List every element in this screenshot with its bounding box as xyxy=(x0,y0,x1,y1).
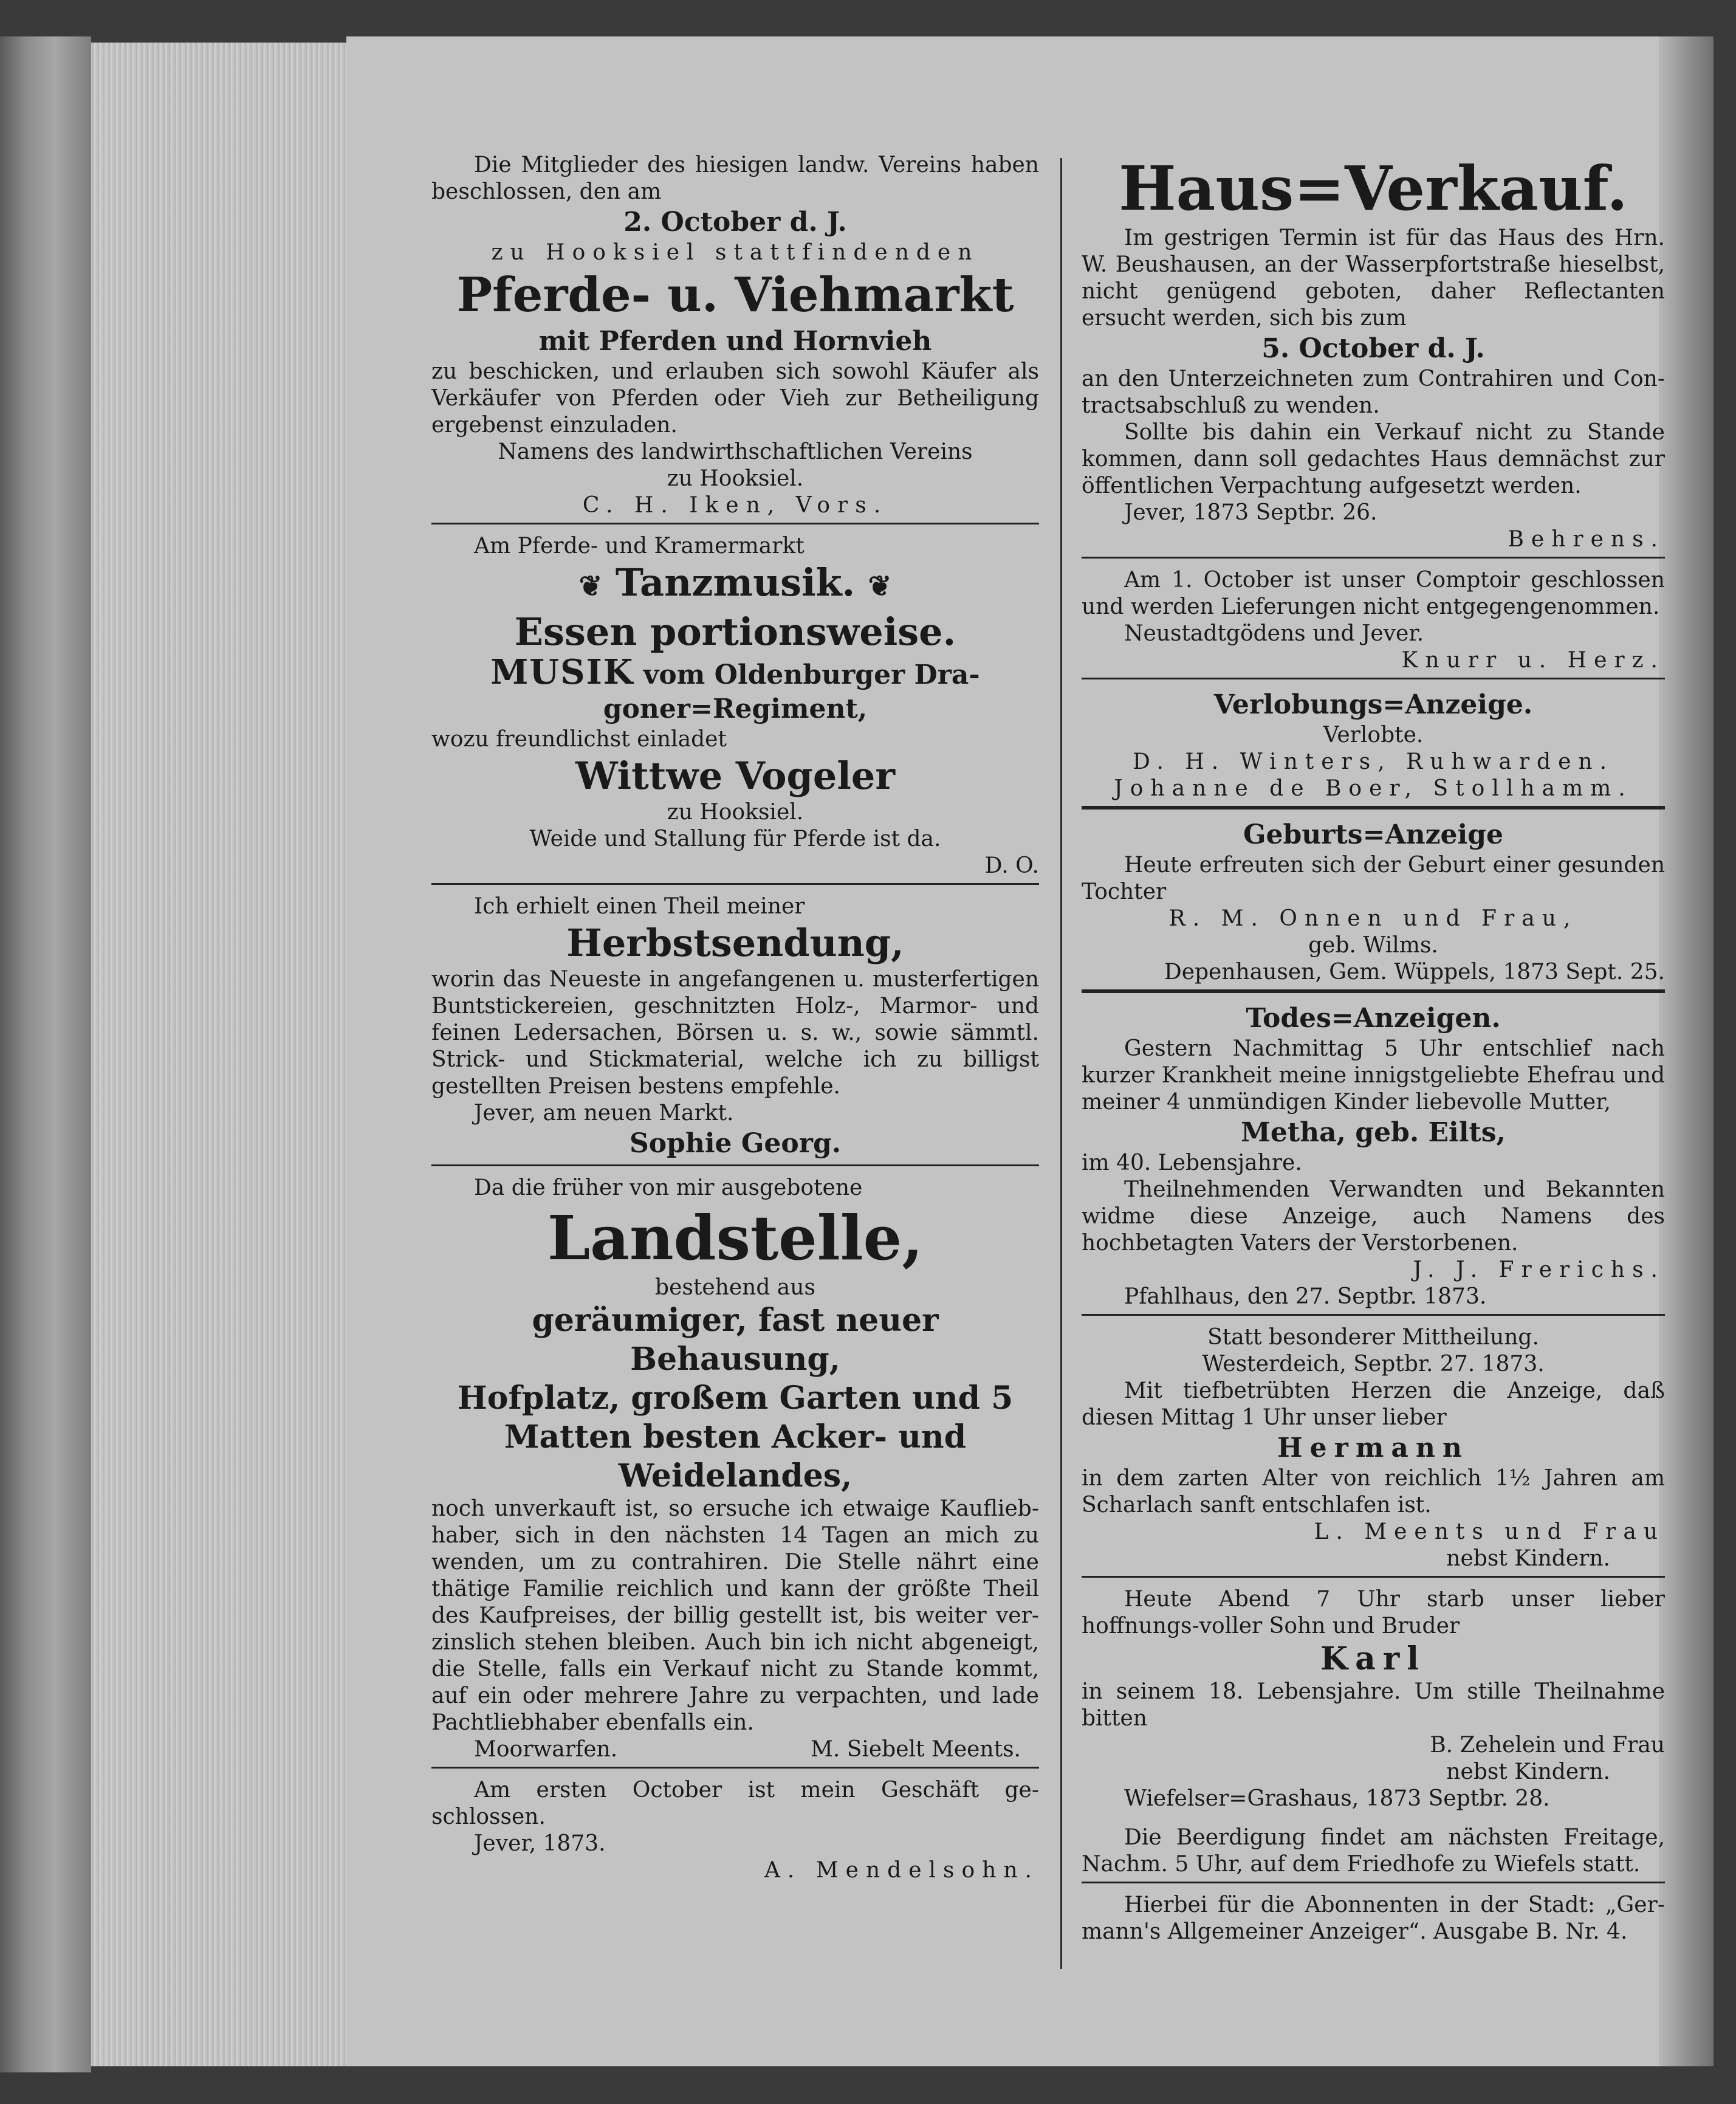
ad-text: Theilnehmenden Verwandten und Bekannten widme diese Anzeige, auch Namens des hochbetagten Vaters der Verstorbenen. xyxy=(1082,1177,1665,1256)
ad-headline: Verlobungs=Anzeige. xyxy=(1213,689,1533,720)
ad-text: an den Unterzeichneten zum Contrahiren und Con-tractsabschluß zu wenden. xyxy=(1082,366,1665,418)
book-gutter xyxy=(1659,36,1714,2066)
ad-signature: M. Siebelt Meents. xyxy=(810,1737,1021,1762)
ad-text: Am ersten October ist mein Geschäft ge-schlossen. xyxy=(431,1778,1039,1829)
ad-signature: L. Meents und Frau xyxy=(1314,1519,1665,1544)
ad-signature: nebst Kindern. xyxy=(1446,1759,1610,1784)
ad-text: Sollte bis dahin ein Verkauf nicht zu Stande kommen, dann soll gedachtes Haus demnächst zur öffentlichen Verpachtung aufgesetzt werden. xyxy=(1082,420,1665,498)
ad-name: Hermann xyxy=(1277,1432,1469,1463)
ad-signature: Behrens. xyxy=(1508,527,1665,552)
ornament-icon: ❦ xyxy=(578,569,603,602)
ad-text: Statt besonderer Mittheilung. xyxy=(1207,1325,1539,1350)
ad-headline: Haus=Verkauf. xyxy=(1119,153,1628,224)
ad-text: Heute Abend 7 Uhr starb unser lieber hoffnungs-voller Sohn und Bruder xyxy=(1082,1587,1665,1638)
ad-name: Wittwe Vogeler xyxy=(575,754,895,798)
ad-place: Wiefelser=Grashaus, 1873 Septbr. 28. xyxy=(1124,1786,1550,1811)
page-stack xyxy=(91,43,346,2066)
ad-headline: Essen portionsweise. xyxy=(514,610,956,654)
ad-place: Pfahlhaus, den 27. Septbr. 1873. xyxy=(1124,1284,1487,1309)
ad-text: Die Mitglieder des hiesigen landw. Vereins haben beschlossen, den am xyxy=(431,153,1039,204)
ad-signature: B. Zehelein und Frau xyxy=(1430,1733,1665,1758)
right-column xyxy=(1082,152,1665,1958)
ad-text: Da die früher von mir ausgebotene xyxy=(474,1175,863,1200)
ad-place: Westerdeich, Septbr. 27. 1873. xyxy=(1202,1352,1545,1377)
ad-text: Mit tiefbetrübten Herzen die Anzeige, daß diesen Mittag 1 Uhr unser lieber xyxy=(1082,1378,1665,1430)
ad-text: im 40. Lebensjahre. xyxy=(1082,1150,1302,1175)
ad-todes-2 xyxy=(1082,1324,1665,1578)
ad-subheadline: Weidelandes, xyxy=(618,1457,853,1494)
ad-text: Ich erhielt einen Theil meiner xyxy=(474,894,805,919)
ad-place: Depenhausen, Gem. Wüppels, 1873 Sept. 25. xyxy=(1164,960,1665,985)
ad-subheadline: geräumiger, fast neuer Behausung, xyxy=(532,1302,939,1378)
ad-text: Gestern Nachmittag 5 Uhr entschlief nach kurzer Krankheit meine innigstgeliebte Ehefrau und meiner 4 unmündigen Kinder liebevolle Mutter, xyxy=(1082,1036,1665,1115)
ad-headline: Herbstsendung, xyxy=(566,921,904,965)
ad-place: Jever, 1873. xyxy=(474,1831,606,1856)
ad-text: worin das Neueste in angefangenen u. musterfertigen Buntstickereien, geschnitzten Holz-, Marmor- und feinen Ledersachen, Börsen u. s. w., sowie sämmtl. Strick- und Stickmaterial, welche ich zu billigst gestellten Preisen bestens empfehle. xyxy=(431,967,1039,1099)
ad-herbstsendung xyxy=(431,893,1039,1166)
ad-signature: geb. Wilms. xyxy=(1308,933,1438,958)
ad-date: 5. October d. J. xyxy=(1261,333,1485,364)
ad-subheadline: mit Pferden und Hornvieh xyxy=(538,326,932,357)
ad-place: Jever, 1873 Septbr. 26. xyxy=(1124,500,1377,525)
ad-text: Johanne de Boer, Stollhamm. xyxy=(1114,776,1633,801)
ad-text: Hierbei für die Abonnenten in der Stadt: „Ger-mann's Allgemeiner Anzeiger“. Ausgabe B. Nr. 4. xyxy=(1082,1893,1665,1944)
ad-signature: A. Mendelsohn. xyxy=(764,1858,1039,1883)
ad-signature: C. H. Iken, Vors. xyxy=(582,493,888,518)
ad-text: Heute erfreuten sich der Geburt einer gesunden Tochter xyxy=(1082,853,1665,904)
ad-musik: MUSIK xyxy=(490,652,634,692)
ad-text: bestehend aus xyxy=(655,1275,815,1300)
ad-signature: zu Hooksiel. xyxy=(667,466,804,491)
ad-signature: Sophie Georg. xyxy=(629,1128,842,1159)
ad-tanzmusik xyxy=(431,533,1039,885)
ad-name: Metha, geb. Eilts, xyxy=(1241,1117,1506,1148)
ad-text: zu Hooksiel stattfindenden xyxy=(491,240,980,265)
ad-todes-1 xyxy=(1082,1002,1665,1316)
book-fore-edge xyxy=(0,36,91,2072)
ad-name: Karl xyxy=(1320,1640,1427,1677)
ad-text: zu beschicken, und erlauben sich sowohl Käufer als Verkäufer von Pferden oder Vieh zur Betheiligung ergebenst einzuladen. xyxy=(431,359,1039,438)
ad-headline: Pferde- u. Viehmarkt xyxy=(456,267,1014,323)
ad-headline: Landstelle, xyxy=(547,1202,924,1274)
ad-text: noch unverkauft ist, so ersuche ich etwaige Kauflieb-haber, sich in den nächsten 14 Tagen an mich zu wenden, um zu contrahiren. Die Stelle nährt eine thätige Familie reichlich und kann der größte Theil des Kaufpreises, der billig gestellt ist, bis weiter ver-zinslich stehen bleiben. Auch bin ich nicht abgeneigt, die Stelle, falls ein Verkauf nicht zu Stande kommt, auf ein oder mehrere Jahre zu verpachten, und lade Pachtliebhaber ebenfalls ein. xyxy=(431,1496,1039,1735)
ad-text: wozu freundlichst einladet xyxy=(431,727,727,752)
ad-geburt xyxy=(1082,818,1665,993)
ad-text: zu Hooksiel. xyxy=(667,800,804,825)
ad-text: in seinem 18. Lebensjahre. Um stille Theilnahme bitten xyxy=(1082,1679,1665,1731)
ornament-icon: ❦ xyxy=(868,569,892,602)
ad-verlobung xyxy=(1082,688,1665,810)
ad-viehmarkt xyxy=(431,152,1039,524)
ad-text: vom Oldenburger Dra- xyxy=(643,659,980,690)
newspaper-page xyxy=(346,36,1714,2066)
ad-signature: J. J. Frerichs. xyxy=(1413,1257,1665,1282)
ad-text: Verlobte. xyxy=(1323,723,1424,748)
ad-signature: nebst Kindern. xyxy=(1446,1546,1610,1571)
ad-beilage xyxy=(1082,1892,1665,1949)
ad-headline: Todes=Anzeigen. xyxy=(1246,1003,1501,1034)
ad-text: D. H. Winters, Ruhwarden. xyxy=(1132,749,1614,774)
ad-landstelle xyxy=(431,1175,1039,1769)
ad-text: in dem zarten Alter von reichlich 1½ Jahren am Scharlach sanft entschlafen ist. xyxy=(1082,1466,1665,1518)
ad-place: Neustadtgödens und Jever. xyxy=(1124,621,1424,646)
ad-subheadline: Matten besten Acker- und xyxy=(504,1418,967,1456)
ad-haus-verkauf xyxy=(1082,152,1665,559)
ad-subheadline: Hofplatz, großem Garten und 5 xyxy=(457,1380,1014,1417)
ad-place: Moorwarfen. xyxy=(474,1737,618,1762)
ad-text: Im gestrigen Termin ist für das Haus des Hrn. W. Beushausen, an der Wasserpfortstraße hieselbst, nicht genügend geboten, daher Reflectanten ersucht werden, sich bis zum xyxy=(1082,225,1665,331)
ad-comptoir xyxy=(1082,567,1665,679)
ad-signature: Namens des landwirthschaftlichen Vereins xyxy=(498,439,973,464)
ad-headline: Tanzmusik. xyxy=(615,560,856,605)
ad-signature: Knurr u. Herz. xyxy=(1401,648,1665,673)
ad-mendelsohn xyxy=(431,1777,1039,1888)
ad-place: Jever, am neuen Markt. xyxy=(474,1101,734,1126)
ad-signature: D. O. xyxy=(984,853,1039,878)
ad-text: Am Pferde- und Kramermarkt xyxy=(474,534,805,559)
ad-headline: Geburts=Anzeige xyxy=(1243,819,1504,850)
ad-todes-3 xyxy=(1082,1586,1665,1883)
ad-text: Weide und Stallung für Pferde ist da. xyxy=(529,827,941,851)
ad-signature: R. M. Onnen und Frau, xyxy=(1168,906,1578,931)
column-divider xyxy=(1060,158,1062,1969)
ad-text: Die Beerdigung findet am nächsten Freitage, Nachm. 5 Uhr, auf dem Friedhofe zu Wiefels statt. xyxy=(1082,1825,1665,1877)
ad-text: Am 1. October ist unser Comptoir geschlossen und werden Lieferungen nicht entgegengenommen. xyxy=(1082,568,1665,619)
left-column xyxy=(431,152,1039,1896)
ad-date: 2. October d. J. xyxy=(623,207,847,238)
ad-text: goner=Regiment, xyxy=(603,693,868,724)
